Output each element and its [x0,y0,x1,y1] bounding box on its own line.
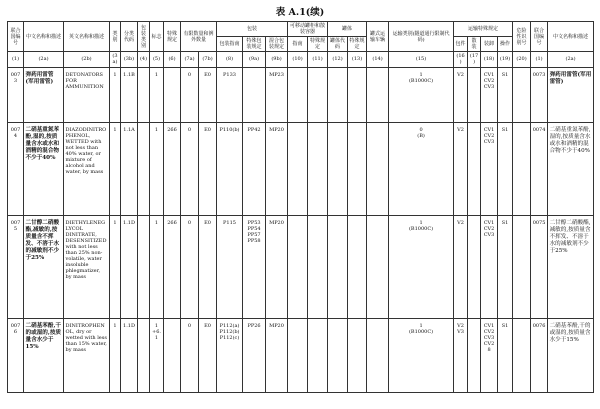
col-header-class-code: 分类代码 [121,22,138,52]
colnum: (14) [367,52,389,67]
cell-tank-instr [288,215,308,318]
cell-pack-group [138,318,150,392]
colnum: (1) [8,52,24,67]
cell-cn-name-repeat: 二甘醇二硝酸酯,减敏的,按质量含不挥发、不溶于水的减敏剂不少于25% [548,215,594,318]
cell-un: 0074 [8,122,24,215]
cell-class: 1 [110,318,121,392]
cell-vt-special [348,122,367,215]
col-header-tank-vehicle: 罐式运输车辆 [367,22,389,52]
col-header-packaging: 包装 [217,22,288,37]
table-row [8,122,594,215]
cell-mixed: MP20 [266,122,288,215]
cell-tank-code [328,67,348,122]
cell-hazard-id [513,67,531,122]
cell-pack-special: PP53 PP54 PP57 PP58 [243,215,266,318]
cell-transport-category [389,67,454,122]
cell-class-code: 1.1D [121,215,138,318]
cell-limited-a: 0 [181,318,199,392]
cell-labels: 1 [150,215,164,318]
cell-limited-b: E0 [199,122,217,215]
cell-special: 266 [164,215,181,318]
col-header-class: 类别 [110,22,121,52]
colnum: (6) [164,52,181,67]
cell-ts-load: CV1 CV2 CV3 [481,122,498,215]
cell-tank-special [308,215,328,318]
col-header-ts-op: 操作 [498,37,513,52]
col-header-vt-special: 特殊规定 [349,38,365,51]
colnum: (2a) [548,52,594,67]
cell-vt-special [348,215,367,318]
cell-un: 0076 [8,318,24,392]
cell-special [164,318,181,392]
cell-hazard-id [513,122,531,215]
col-header-pack-instr: 包装指南 [217,37,243,52]
table-row [8,67,594,122]
colnum: (7a) [181,52,199,67]
cell-ts-op: S1 [498,318,513,392]
cell-pack-instr: P115 [217,215,243,318]
cell-un-repeat: 0075 [531,215,548,318]
cell-tank-code [328,318,348,392]
cell-transport-category [389,215,454,318]
cell-un-repeat: 0074 [531,122,548,215]
col-header-transport-special: 运输特殊规定 [454,22,513,37]
cell-cn-name: 二硝基重氮苯酚,湿的,按质量含水或水和酒精的混合物不少于40% [24,122,64,215]
cell-ts-pack: V2 [454,215,468,318]
col-header-transport-category: 运输类别(隧道通行限制代码) [389,22,454,52]
cell-un: 0075 [8,215,24,318]
column-number-row [8,52,594,67]
cell-tank-instr [288,122,308,215]
cell-pack-instr: P110(b) [217,122,243,215]
cell-mixed: MP23 [266,67,288,122]
cell-pack-instr: P133 [217,67,243,122]
cell-tank-code [328,122,348,215]
colnum: (3a) [110,52,121,67]
cell-labels: 1 [150,67,164,122]
cell-cn-name: 弹药用雷管(军用雷管) [24,67,64,122]
cell-limited-b: E0 [199,318,217,392]
colnum: (9a) [243,52,266,67]
colnum: (2b) [64,52,110,67]
cell-pack-special: PP42 [243,122,266,215]
cell-vehicle [367,122,389,215]
cell-ts-op: S1 [498,215,513,318]
colnum: (2a) [24,52,64,67]
colnum: (15) [389,52,454,67]
col-header-portable-tank: 可移动罐柜和散装容器 [288,22,328,37]
cell-en-name: DIAZODINITROPHENOL, WETTED with not less than 40% water, or mixture of alcohol and water, by mass [64,122,110,215]
cell-ts-pack: V2 [454,67,468,122]
cell-ts-bulk [468,318,481,392]
dangerous-goods-table [7,21,594,393]
cell-cn-name: 二硝基苯酚,干的或湿的,按质量含水少于15% [24,318,64,392]
col-header-hazard-id: 危险性识别号 [513,22,531,52]
col-header-labels: 标志 [150,22,164,52]
cell-class: 1 [110,215,121,318]
colnum: (4) [138,52,150,67]
transport-category-value: 1 [419,219,423,226]
cell-class-code: 1.1D [121,318,138,392]
col-header-en-name: 英文名称和描述 [64,22,110,52]
transport-category-value: 1 [419,322,423,329]
cell-limited-b: E0 [199,215,217,318]
cell-ts-pack: V2 [454,122,468,215]
colnum: (3b) [121,52,138,67]
cell-cn-name-repeat: 弹药用雷管(军用雷管) [548,67,594,122]
cell-ts-op: S1 [498,67,513,122]
col-header-pack-special: 特殊包装规定 [243,37,266,52]
col-header-un-repeat: 联合国编号 [531,22,548,52]
table-row [8,215,594,318]
cell-un: 0073 [8,67,24,122]
colnum: (10) [288,52,308,67]
cell-limited-a: 0 [181,67,199,122]
table-row [8,318,594,392]
col-header-special: 特殊规定 [164,22,181,52]
cell-tank-special [308,122,328,215]
cell-class: 1 [110,122,121,215]
col-header-ts-bulk: 散装 [468,37,481,52]
cell-cn-name: 二甘醇二硝酸酯,减敏的,按质量含不挥发、不溶于水的减敏剂不少于25% [24,215,64,318]
tunnel-code: (B1000C) [408,77,434,84]
col-header-tank-special: 特殊规定 [308,37,328,52]
cell-vt-special [348,67,367,122]
cell-limited-b: E0 [199,67,217,122]
cell-un-repeat: 0076 [531,318,548,392]
colnum: (11) [308,52,328,67]
cell-hazard-id [513,318,531,392]
cell-labels: 1 [150,122,164,215]
col-header-tank-code: 罐体代码 [328,37,348,52]
header-row-1 [8,22,594,37]
cell-transport-category [389,318,454,392]
cell-pack-special: PP26 [243,318,266,392]
cell-ts-bulk [468,215,481,318]
cell-hazard-id [513,215,531,318]
cell-cn-name-repeat: 二硝基苯酚,干的或湿的,按质量含水少于15% [548,318,594,392]
col-header-limited: 有限数量和例外数量 [181,22,217,52]
col-header-ts-pack: 包件 [454,37,468,52]
cell-tank-special [308,318,328,392]
colnum: (16) [454,52,468,67]
cell-pack-group [138,215,150,318]
cell-mixed: MP20 [266,215,288,318]
cell-special: 266 [164,122,181,215]
cell-ts-op: S1 [498,122,513,215]
tunnel-code: (B1000C) [408,328,434,335]
cell-ts-bulk [468,122,481,215]
cell-ts-pack: V2 V3 [454,318,468,392]
cell-ts-bulk [468,67,481,122]
cell-en-name: DINITROPHENOL, dry or wetted with less than 15% water, by mass [64,318,110,392]
col-header-tank-instr: 指南 [288,37,308,52]
cell-special [164,67,181,122]
cell-pack-instr: P112(a) P112(b) P112(c) [217,318,243,392]
cell-class-code: 1.1B [121,67,138,122]
col-header-mixed: 混合包装规定 [266,37,288,52]
colnum: (1) [531,52,548,67]
cell-labels: 1 +6.1 [150,318,164,392]
cell-limited-a: 0 [181,122,199,215]
col-header-ts-load: 装卸 [481,37,498,52]
cell-vt-special [348,318,367,392]
cell-pack-group [138,122,150,215]
cell-tank-instr [288,67,308,122]
cell-vehicle [367,318,389,392]
cell-pack-special [243,67,266,122]
transport-category-value: 0 [419,126,423,133]
cell-en-name: DETONATORS FOR AMMUNITION [64,67,110,122]
colnum: (12) [328,52,348,67]
tunnel-code: (B) [417,132,425,139]
colnum: (13) [348,52,367,67]
colnum: (7b) [199,52,217,67]
cell-ts-load: CV1 CV2 CV3 CV28 [481,318,498,392]
colnum: (5) [150,52,164,67]
cell-transport-category [389,122,454,215]
cell-tank-special [308,67,328,122]
cell-en-name: DIETHYLENEGLYCOL DINITRATE, DESENSITIZED with not less than 25% non-volatile, water insoluble phlegmatizer, by mass [64,215,110,318]
cell-tank-code [328,215,348,318]
col-header-cn-name: 中文名称和描述 [24,22,64,52]
tunnel-code: (B1000C) [408,225,434,232]
transport-category-value: 1 [419,71,423,78]
cell-class: 1 [110,67,121,122]
col-header-vehicle-tank: 罐体 [328,22,367,37]
colnum: (17) [468,52,481,67]
colnum: (19) [498,52,513,67]
colnum: (8) [217,52,243,67]
cell-class-code: 1.1A [121,122,138,215]
cell-pack-group [138,67,150,122]
cell-vehicle [367,67,389,122]
col-header-pack-group: 包装类别 [138,22,150,52]
colnum: (9b) [266,52,288,67]
col-header-cn-name-repeat: 中文名称和描述 [548,22,594,52]
table-title: 表 A.1(续) [275,7,325,18]
cell-un-repeat: 0073 [531,67,548,122]
cell-vehicle [367,215,389,318]
colnum: (20) [513,52,531,67]
colnum: (18) [481,52,498,67]
col-header-un: 联合国编号 [8,22,24,52]
cell-mixed: MP20 [266,318,288,392]
cell-cn-name-repeat: 二硝基重氮苯酚,湿的,按质量含水或水和酒精的混合物不少于40% [548,122,594,215]
cell-tank-instr [288,318,308,392]
cell-limited-a: 0 [181,215,199,318]
cell-ts-load: CV1 CV2 CV3 [481,215,498,318]
cell-ts-load: CV1 CV2 CV3 [481,67,498,122]
